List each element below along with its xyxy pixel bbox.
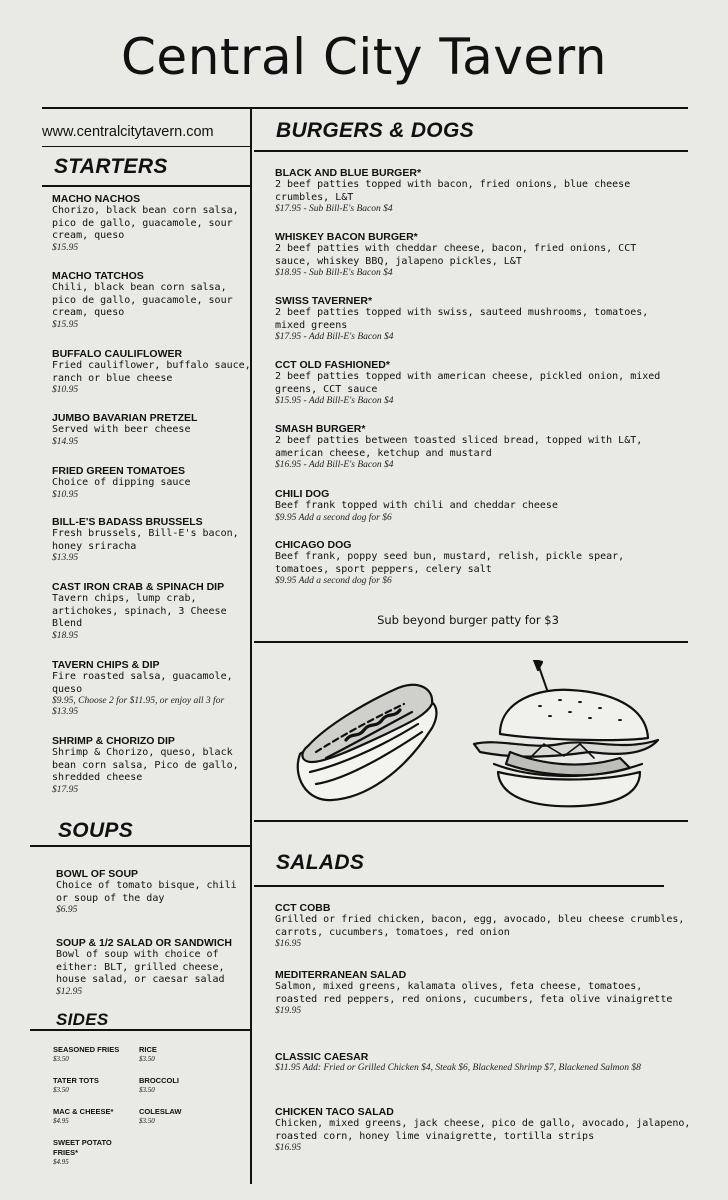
burger-item: [275, 295, 675, 343]
item-name: SOUP & 1/2 SALAD OR SANDWICH: [56, 937, 232, 949]
side-price: $3.50: [53, 1055, 69, 1063]
starter-item: [52, 581, 252, 642]
item-description: Fresh brussels, Bill-E's bacon, honey sriracha: [52, 528, 239, 552]
side-price: $4.95: [53, 1158, 69, 1166]
item-description: 2 beef patties between toasted sliced bread, topped with L&T, american cheese, ketchup and mustard: [275, 435, 643, 459]
side-price: $3.50: [139, 1086, 155, 1094]
side-name: MAC & CHEESE*: [53, 1107, 114, 1116]
item-price: $15.95: [52, 319, 79, 330]
item-name: MACHO NACHOS: [52, 193, 141, 205]
starters-heading: STARTERS: [54, 155, 168, 178]
item-name: SWISS TAVERNER*: [275, 295, 373, 307]
item-price: $11.95 Add: Fried or Grilled Chicken $4, Steak $6, Blackened Shrimp $7, Blackened Salmon $8: [275, 1063, 641, 1073]
burgers-bottom-divider: [254, 641, 688, 643]
restaurant-title: Central City Tavern: [121, 28, 607, 86]
side-name: SEASONED FRIES: [53, 1045, 120, 1054]
burger-item: [275, 359, 675, 407]
side-item: [139, 1045, 223, 1063]
item-description: 2 beef patties topped with bacon, fried onions, blue cheese crumbles, L&T: [275, 179, 631, 203]
burger-item: [275, 167, 675, 215]
side-name: RICE: [139, 1045, 157, 1054]
center-column-divider: [250, 107, 252, 1184]
item-name: SMASH BURGER*: [275, 423, 366, 435]
item-description: Fried cauliflower, buffalo sauce, ranch or blue cheese: [52, 360, 251, 384]
item-description: Bowl of soup with choice of either: BLT, grilled cheese, house salad, or caesar salad: [56, 949, 225, 985]
item-description: Choice of dipping sauce: [52, 477, 191, 488]
item-price: $16.95: [275, 939, 302, 949]
salad-item: [275, 1051, 675, 1074]
side-item: [139, 1076, 223, 1094]
burger-item: [275, 231, 675, 279]
item-description: 2 beef patties topped with swiss, sauteed mushrooms, tomatoes, mixed greens: [275, 307, 649, 331]
item-name: MACHO TATCHOS: [52, 270, 144, 282]
item-description: Grilled or fried chicken, bacon, egg, avocado, bleu cheese crumbles, carrots, cucumbers, tomatoes, red onion: [275, 914, 685, 938]
salad-item: [275, 902, 685, 950]
item-name: MEDITERRANEAN SALAD: [275, 969, 407, 981]
item-price: $17.95 - Add Bill-E's Bacon $4: [275, 332, 394, 342]
item-name: CAST IRON CRAB & SPINACH DIP: [52, 581, 225, 593]
item-description: Chorizo, black bean corn salsa, pico de gallo, guacamole, sour cream, queso: [52, 205, 239, 241]
item-price: $12.95: [56, 986, 83, 997]
website-url[interactable]: www.centralcitytavern.com: [42, 124, 214, 140]
side-item: [53, 1076, 137, 1094]
item-name: CHILI DOG: [275, 488, 330, 500]
burger-item: [275, 488, 675, 524]
hotdog-illustration: [286, 676, 442, 806]
item-description: Beef frank, poppy seed bun, mustard, relish, pickle spear, tomatoes, sport peppers, celery salt: [275, 551, 625, 575]
side-price: $3.50: [139, 1055, 155, 1063]
salad-item: [275, 1106, 695, 1154]
starters-header-divider: [42, 185, 250, 187]
item-name: BUFFALO CAULIFLOWER: [52, 348, 183, 360]
item-description: Chili, black bean corn salsa, pico de gallo, guacamole, sour cream, queso: [52, 282, 233, 318]
item-name: BILL-E'S BADASS BRUSSELS: [52, 516, 203, 528]
item-price: $16.95: [275, 1143, 302, 1153]
item-price: $10.95: [52, 385, 79, 395]
starter-item: [52, 193, 252, 254]
item-price: $18.95: [52, 630, 79, 641]
side-price: $3.50: [139, 1117, 155, 1125]
burgers-heading: BURGERS & DOGS: [276, 119, 474, 142]
item-price: $15.95 - Add Bill-E's Bacon $4: [275, 396, 394, 406]
item-name: BLACK AND BLUE BURGER*: [275, 167, 422, 179]
salad-item: [275, 969, 685, 1017]
item-price: $16.95 - Add Bill-E's Bacon $4: [275, 460, 394, 470]
burger-item: [275, 423, 675, 471]
side-item: [53, 1107, 137, 1125]
item-description: Shrimp & Chorizo, queso, black bean corn salsa, Pico de gallo, shredded cheese: [52, 747, 239, 783]
item-description: Served with beer cheese: [52, 424, 191, 435]
starter-item: [52, 348, 252, 396]
item-description: 2 beef patties topped with american cheese, pickled onion, mixed greens, CCT sauce: [275, 371, 661, 395]
soup-item: [56, 868, 246, 916]
sides-heading: SIDES: [56, 1010, 109, 1029]
side-name: SWEET POTATO FRIES*: [53, 1138, 112, 1157]
item-price: $6.95: [56, 905, 78, 915]
side-name: COLESLAW: [139, 1107, 182, 1116]
item-price: $17.95 - Sub Bill-E's Bacon $4: [275, 204, 393, 214]
item-name: TAVERN CHIPS & DIP: [52, 659, 160, 671]
item-description: Salmon, mixed greens, kalamata olives, feta cheese, tomatoes, roasted red peppers, red onions, cucumbers, feta olive vinaigrette: [275, 981, 673, 1005]
top-divider: [42, 107, 688, 109]
starter-item: [52, 465, 252, 501]
item-price: $19.95: [275, 1006, 302, 1016]
item-name: WHISKEY BACON BURGER*: [275, 231, 418, 243]
side-price: $4.95: [53, 1117, 69, 1125]
item-name: CLASSIC CAESAR: [275, 1051, 369, 1063]
starter-item: [52, 270, 252, 331]
item-name: CCT COBB: [275, 902, 331, 914]
soup-item: [56, 937, 246, 998]
salads-heading: SALADS: [276, 851, 365, 874]
item-price: $17.95: [52, 784, 79, 795]
starter-item: [52, 516, 252, 564]
soups-header-divider: [30, 845, 250, 847]
side-price: $3.50: [53, 1086, 69, 1094]
item-description: Beef frank topped with chili and cheddar cheese: [275, 500, 558, 511]
item-price: $14.95: [52, 436, 79, 447]
burgers-header-divider: [254, 150, 688, 152]
beyond-patty-note: Sub beyond burger patty for $3: [377, 613, 559, 627]
burger-item: [275, 539, 675, 587]
starter-item: [52, 659, 252, 718]
item-name: SHRIMP & CHORIZO DIP: [52, 735, 175, 747]
side-name: BROCCOLI: [139, 1076, 179, 1085]
item-description: Tavern chips, lump crab, artichokes, spinach, 3 Cheese Blend: [52, 593, 227, 629]
item-name: CCT OLD FASHIONED*: [275, 359, 390, 371]
side-item: [53, 1138, 123, 1166]
illustration-bottom-divider: [254, 820, 688, 822]
item-name: BOWL OF SOUP: [56, 868, 139, 880]
starter-item: [52, 735, 252, 796]
soups-heading: SOUPS: [58, 819, 134, 842]
item-price: $9.95, Choose 2 for $11.95, or enjoy all 3 for $13.95: [52, 696, 225, 717]
salads-header-divider: [254, 885, 664, 887]
side-item: [139, 1107, 223, 1125]
burger-illustration: [470, 660, 662, 812]
starter-item: [52, 412, 252, 448]
item-description: Fire roasted salsa, guacamole, queso: [52, 671, 233, 695]
item-name: FRIED GREEN TOMATOES: [52, 465, 186, 477]
item-price: $18.95 - Sub Bill-E's Bacon $4: [275, 268, 393, 278]
item-price: $10.95: [52, 489, 79, 500]
item-price: $15.95: [52, 242, 79, 253]
item-description: 2 beef patties with cheddar cheese, bacon, fried onions, CCT sauce, whiskey BBQ, jalapeno pickles, L&T: [275, 243, 637, 267]
item-price: $9.95 Add a second dog for $6: [275, 512, 392, 523]
side-item: [53, 1045, 137, 1063]
website-divider: [42, 146, 250, 147]
item-name: JUMBO BAVARIAN PRETZEL: [52, 412, 198, 424]
item-name: CHICKEN TACO SALAD: [275, 1106, 394, 1118]
item-price: $13.95: [52, 553, 79, 563]
item-price: $9.95 Add a second dog for $6: [275, 576, 392, 586]
item-description: Choice of tomato bisque, chili or soup of the day: [56, 880, 237, 904]
item-description: Chicken, mixed greens, jack cheese, pico de gallo, avocado, jalapeno, roasted corn, honey lime vinaigrette, tortilla strips: [275, 1118, 691, 1142]
side-name: TATER TOTS: [53, 1076, 99, 1085]
item-name: CHICAGO DOG: [275, 539, 352, 551]
